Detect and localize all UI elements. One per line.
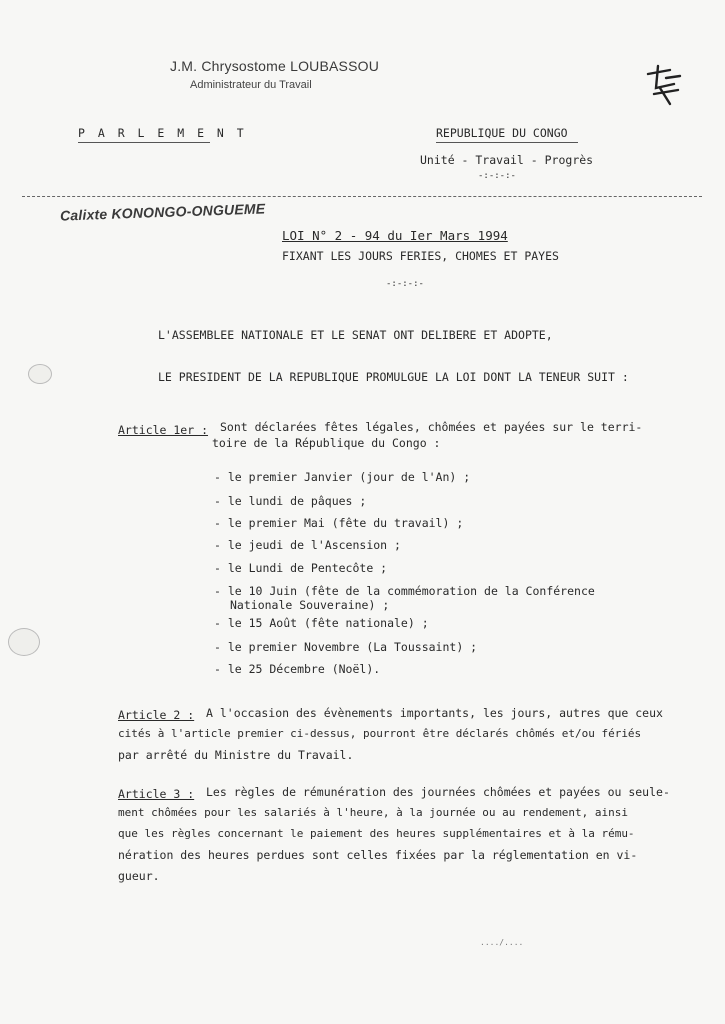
preamble-line-2: LE PRESIDENT DE LA REPUBLIQUE PROMULGUE LA LOI DONT LA TENEUR SUIT : [158, 370, 629, 384]
holiday-item: - le jeudi de l'Ascension ; [214, 538, 401, 552]
republic-underline [436, 142, 578, 143]
punch-hole-top [28, 364, 52, 384]
article-3-line-5: gueur. [118, 869, 160, 883]
article-1-text-1: Sont déclarées fêtes légales, chômées et payées sur le terri- [220, 420, 643, 434]
article-2-label: Article 2 : [118, 708, 195, 722]
law-subtitle: FIXANT LES JOURS FERIES, CHOMES ET PAYES [282, 249, 559, 263]
article-1-label: Article 1er : [118, 423, 209, 437]
republic-title: REPUBLIQUE DU CONGO [436, 126, 568, 140]
article-3-line-3: que les règles concernant le paiement des heures supplémentaires et à la rému- [118, 827, 635, 840]
article-2-line-3: par arrêté du Ministre du Travail. [118, 748, 354, 762]
article-2-line-2: cités à l'article premier ci-dessus, pourront être déclarés chômés et/ou fériés [118, 727, 642, 740]
stamp-name: J.M. Chrysostome LOUBASSOU [170, 58, 380, 74]
signature-mark [640, 60, 690, 110]
second-stamp: Calixte KONONGO-ONGUEME [59, 200, 266, 224]
parlement-underline [78, 142, 210, 143]
parlement-title: P A R L E M E N T [78, 126, 247, 140]
punch-hole-bottom [8, 628, 40, 656]
law-divider: -:-:-:- [386, 279, 424, 289]
motto: Unité - Travail - Progrès [420, 153, 594, 167]
law-title: LOI N° 2 - 94 du Ier Mars 1994 [282, 228, 508, 243]
article-3-line-2: ment chômées pour les salariés à l'heure, à la journée ou au rendement, ainsi [118, 806, 628, 819]
holiday-item-continuation: Nationale Souveraine) ; [230, 598, 390, 612]
article-3-line-1: Les règles de rémunération des journées chômées et payées ou seule- [206, 785, 670, 799]
holiday-item: - le premier Novembre (La Toussaint) ; [214, 640, 478, 654]
article-1-text-2: toire de la République du Congo : [212, 436, 441, 450]
motto-rule: -:-:-:- [478, 171, 516, 181]
preamble-line-1: L'ASSEMBLEE NATIONALE ET LE SENAT ONT DELIBERE ET ADOPTE, [158, 328, 553, 342]
footer-mark: ..../.... [480, 938, 524, 947]
holiday-item: - le Lundi de Pentecôte ; [214, 561, 388, 575]
holiday-item: - le premier Mai (fête du travail) ; [214, 516, 464, 530]
holiday-item: - le 25 Décembre (Noël). [214, 662, 381, 676]
article-2-line-1: A l'occasion des évènements importants, les jours, autres que ceux [206, 706, 663, 720]
holiday-item: - le 10 Juin (fête de la commémoration de la Conférence [214, 584, 595, 598]
holiday-item: - le 15 Août (fête nationale) ; [214, 616, 429, 630]
header-divider [22, 196, 702, 197]
article-3-line-4: nération des heures perdues sont celles fixées par la réglementation en vi- [118, 848, 638, 862]
holiday-item: - le premier Janvier (jour de l'An) ; [214, 470, 471, 484]
article-3-label: Article 3 : [118, 787, 195, 801]
holiday-item: - le lundi de pâques ; [214, 494, 367, 508]
stamp-title: Administrateur du Travail [190, 79, 312, 91]
